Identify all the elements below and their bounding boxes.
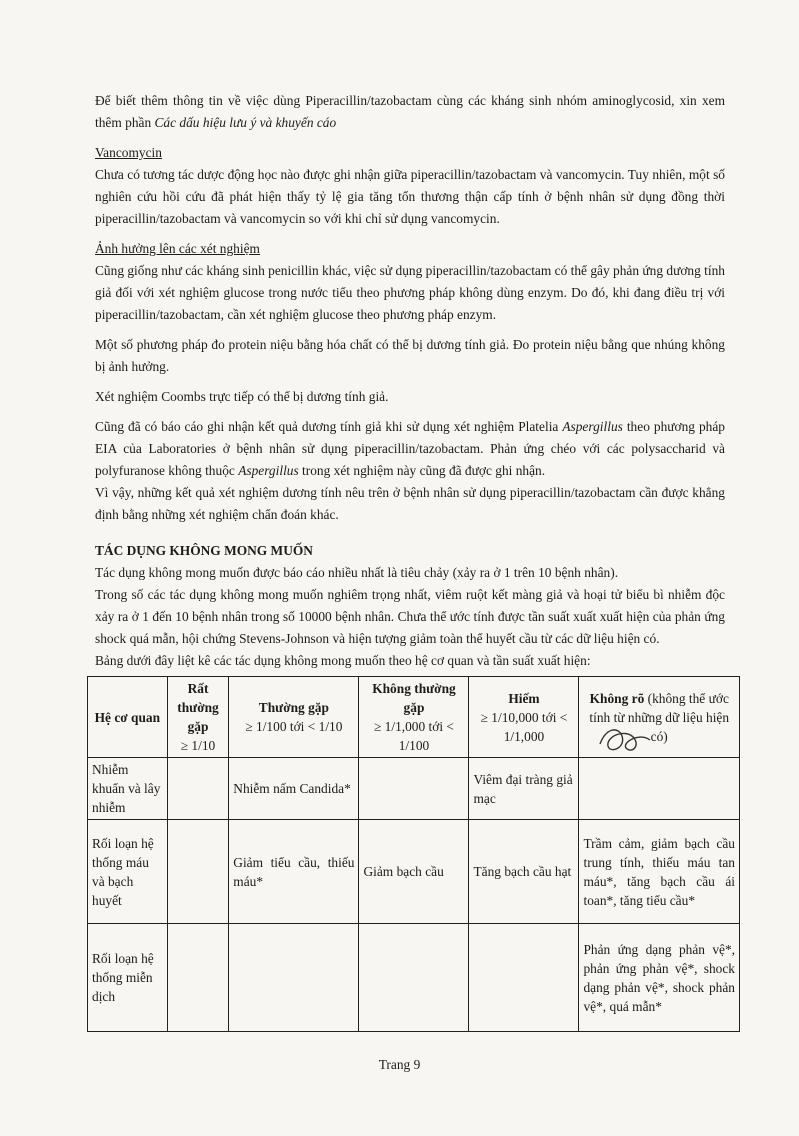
handwritten-signature-mark bbox=[596, 722, 656, 758]
table-row bbox=[88, 758, 740, 820]
cell-very-common bbox=[167, 924, 229, 1032]
cell-common: Giảm tiểu cầu, thiếu máu* bbox=[229, 820, 359, 924]
cell-organ: Rối loạn hệ thống miễn dịch bbox=[88, 924, 168, 1032]
vancomycin-heading-text: Vancomycin bbox=[95, 145, 162, 160]
adverse-effects-paragraph-3: Bảng dưới đây liệt kê các tác dụng không mong muốn theo hệ cơ quan và tần suất xuất hiện: bbox=[95, 653, 591, 668]
header-common-frequency: ≥ 1/100 tới < 1/10 bbox=[245, 719, 343, 734]
aminoglycosid-text: Để biết thêm thông tin về việc dùng Piperacillin/tazobactam cùng các kháng sinh nhóm aminoglycosid, xin xem thêm phần bbox=[95, 93, 725, 130]
cell-rare: Tăng bạch cầu hạt bbox=[469, 820, 579, 924]
adverse-effects-paragraph-1: Tác dụng không mong muốn được báo cáo nhiều nhất là tiêu chảy (xảy ra ở 1 trên 10 bệnh nhân). bbox=[95, 565, 619, 580]
header-uncommon-frequency: ≥ 1/1,000 tới < 1/100 bbox=[373, 719, 454, 753]
cell-uncommon bbox=[359, 924, 469, 1032]
page-number: Trang 9 bbox=[378, 1057, 421, 1072]
aminoglycosid-paragraph bbox=[95, 90, 725, 134]
cell-unknown: Trầm cảm, giảm bạch cầu trung tính, thiếu máu tan máu*, tăng bạch cầu ái toan*, tăng tiểu cầu* bbox=[579, 820, 740, 924]
lab-tests-paragraph-2: Một số phương pháp đo protein niệu bằng hóa chất có thể bị dương tính giả. Đo protein niệu bằng que nhúng không bị ảnh hưởng. bbox=[95, 337, 725, 374]
lab-tests-paragraph-1: Cũng giống như các kháng sinh penicillin khác, việc sử dụng piperacillin/tazobactam có thể gây phản ứng dương tính giả đối với xét nghiệm glucose trong nước tiểu theo phương pháp không dùng enzym. Do đó, khi đang điều trị với piperacillin/tazobactam, cần xét nghiệm glucose theo phương pháp enzym. bbox=[95, 263, 725, 322]
header-rare bbox=[469, 677, 579, 758]
platelia-text-e: trong xét nghiệm này cũng đã được ghi nhận. bbox=[298, 463, 546, 478]
platelia-text-c: theo phương pháp EIA của Laboratories ở bệnh nhân sử dụng piperacillin/tazobactam. Phản ứng chéo với các polysaccharid và polyfuranose không thuộc bbox=[95, 419, 726, 478]
header-rare-frequency: ≥ 1/10,000 tới < 1/1,000 bbox=[480, 709, 568, 744]
cell-unknown bbox=[579, 758, 740, 820]
lab-tests-heading-text: Ảnh hưởng lên các xét nghiệm bbox=[95, 241, 260, 256]
vancomycin-paragraph: Chưa có tương tác dược động học nào được ghi nhận giữa piperacillin/tazobactam và vancomycin. Tuy nhiên, một số nghiên cứu hồi cứu đã phát hiện thấy tỷ lệ gia tăng tổn thương thận cấp tính ở bệnh nhân sử dụng đồng thời piperacillin/tazobactam và vancomycin so với khi chỉ sử dụng vancomycin. bbox=[95, 167, 725, 226]
cell-uncommon bbox=[359, 758, 469, 820]
cross-reference-link-text: Các dấu hiệu lưu ý và khuyến cáo bbox=[154, 115, 337, 130]
header-organ-system-label: Hệ cơ quan bbox=[94, 709, 161, 725]
table-row bbox=[88, 820, 740, 924]
cell-very-common bbox=[167, 758, 229, 820]
lab-tests-paragraph-4 bbox=[95, 416, 725, 482]
cell-rare bbox=[469, 924, 579, 1032]
page-footer bbox=[0, 1057, 799, 1073]
platelia-text-a: Cũng đã có báo cáo ghi nhận kết quả dương tính giả khi sử dụng xét nghiệm Platelia bbox=[95, 419, 563, 434]
vancomycin-heading bbox=[95, 142, 725, 164]
header-unknown-label: Không rõ bbox=[589, 690, 645, 706]
aspergillus-italic-1: Aspergillus bbox=[562, 419, 623, 434]
cell-very-common bbox=[167, 820, 229, 924]
header-very-common bbox=[167, 677, 229, 758]
header-common-label: Thường gặp bbox=[258, 700, 329, 715]
cell-uncommon: Giảm bạch cầu bbox=[359, 820, 469, 924]
page-body bbox=[92, 90, 735, 1032]
cell-organ: Rối loạn hệ thống máu và bạch huyết bbox=[88, 820, 168, 924]
header-rare-label: Hiếm bbox=[508, 690, 540, 706]
header-uncommon-label: Không thường gặp bbox=[372, 681, 456, 715]
header-uncommon bbox=[359, 677, 469, 758]
header-organ-system bbox=[88, 677, 168, 758]
cell-common bbox=[229, 924, 359, 1032]
adverse-effects-heading: TÁC DỤNG KHÔNG MONG MUỐN bbox=[95, 543, 313, 558]
header-very-common-label: Rất thường gặp bbox=[177, 681, 219, 734]
aspergillus-italic-2: Aspergillus bbox=[238, 463, 299, 478]
cell-rare: Viêm đại tràng giả mạc bbox=[469, 758, 579, 820]
lab-tests-heading bbox=[95, 238, 725, 260]
table-row bbox=[88, 924, 740, 1032]
header-very-common-frequency: ≥ 1/10 bbox=[180, 738, 216, 753]
lab-tests-paragraph-3: Xét nghiệm Coombs trực tiếp có thể bị dương tính giả. bbox=[95, 389, 389, 404]
lab-tests-paragraph-5: Vì vậy, những kết quả xét nghiệm dương tính nêu trên ở bệnh nhân sử dụng piperacillin/tazobactam cần được khẳng định bằng những xét nghiệm chẩn đoán khác. bbox=[95, 485, 725, 522]
header-common bbox=[229, 677, 359, 758]
cell-organ: Nhiễm khuẩn và lây nhiễm bbox=[88, 758, 168, 820]
cell-common: Nhiễm nấm Candida* bbox=[229, 758, 359, 820]
header-unknown-frequency: (không thể ước tính từ những dữ liệu hiện có) bbox=[589, 690, 730, 744]
adverse-effects-paragraph-2: Trong số các tác dụng không mong muốn nghiêm trọng nhất, viêm ruột kết màng giả và hoại tử biểu bì nhiễm độc xảy ra ở 1 đến 10 bệnh nhân trong số 10000 bệnh nhân. Chưa thể ước tính được tần suất xuất xuất hiện của phản ứng shock quá mẫn, hội chứng Stevens-Johnson và hiện tượng giảm toàn thể huyết cầu từ các dữ liệu hiện có. bbox=[95, 587, 725, 646]
cell-unknown: Phản ứng dạng phản vệ*, phản ứng phản vệ*, shock dạng phản vệ*, shock phản vệ*, quá mẫn* bbox=[579, 924, 740, 1032]
